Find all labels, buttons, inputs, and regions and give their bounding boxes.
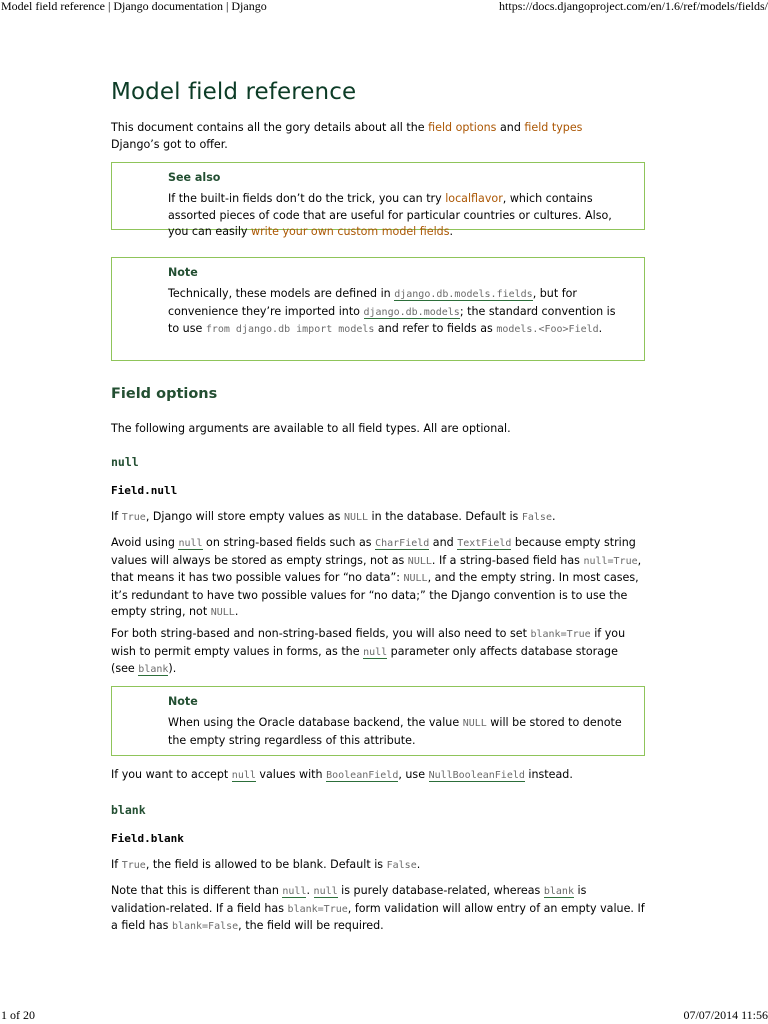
blank-paragraph-1: If True, the field is allowed to be blank. Default is False. <box>111 858 421 871</box>
see-also-title: See also <box>168 171 221 184</box>
note-box-models <box>111 257 645 361</box>
oracle-note-title: Note <box>168 695 198 708</box>
custom-model-fields-link[interactable]: write your own custom model fields <box>251 225 450 238</box>
null-signature: Field.null <box>111 484 178 497</box>
blank-null-link-2[interactable]: null <box>313 886 338 897</box>
print-header-url[interactable]: https://docs.djangoproject.com/en/1.6/ref/models/fields/ <box>499 0 768 13</box>
nullbooleanfield-link[interactable]: NullBooleanField <box>428 770 525 781</box>
null-paragraph-4: If you want to accept null values with BooleanField, use NullBooleanField instead. <box>111 768 573 781</box>
null-link[interactable]: null <box>178 538 203 549</box>
blank-heading: blank <box>111 803 146 817</box>
print-header <box>0 0 768 14</box>
field-options-heading: Field options <box>111 386 218 402</box>
blank-signature: Field.blank <box>111 832 184 845</box>
intro-paragraph: This document contains all the gory details about all the field options and field types Django’s got to offer. <box>111 121 583 151</box>
see-also-box <box>111 162 645 238</box>
field-options-intro: The following arguments are available to all field types. All are optional. <box>111 422 511 435</box>
blank-link[interactable]: blank <box>543 886 574 897</box>
field-options-link[interactable]: field options <box>428 121 497 134</box>
page-title: Model field reference <box>111 79 357 105</box>
print-datetime: 07/07/2014 11:56 <box>683 1008 768 1022</box>
print-header-title: Model field reference | Django documentation | Django <box>1 0 267 13</box>
oracle-note-text: When using the Oracle database backend, the value NULL will be stored to denote the empty string regardless of this attribute. <box>168 716 622 747</box>
blank-paragraph-2: Note that this is different than null. null is purely database-related, whereas blank is validation-related. If a field has blank=True, form validation will allow entry of an empty value. If a field has blank=False, the field will be required. <box>111 884 645 932</box>
field-types-link[interactable]: field types <box>524 121 583 134</box>
fields-module-link[interactable]: django.db.models.fields <box>394 289 533 300</box>
print-footer <box>0 1008 768 1022</box>
null-paragraph-3: For both string-based and non-string-based fields, you will also need to set blank=True if you wish to permit empty values in forms, as the null parameter only affects database storage (see blank). <box>111 627 626 675</box>
null-paragraph-1: If True, Django will store empty values as NULL in the database. Default is False. <box>111 510 556 523</box>
note-text: Technically, these models are defined in django.db.models.fields, but for convenience they’re imported into django.db.models; the standard convention is to use from django.db import models and refer to fields as models.<Foo>Field. <box>168 287 616 335</box>
localflavor-link[interactable]: localflavor <box>445 192 503 205</box>
null-paragraph-2: Avoid using null on string-based fields such as CharField and TextField because empty string values will always be stored as empty strings, not as NULL. If a string-based field has null=True, that means it has two possible values for “no data”: NULL, and the empty string. In most cases, it’s redundant to have two possible values for “no data;” the Django convention is to use the empty string, not NULL. <box>111 536 642 618</box>
charfield-link[interactable]: CharField <box>375 538 430 549</box>
textfield-link[interactable]: TextField <box>457 538 512 549</box>
null-heading: null <box>111 455 139 469</box>
booleanfield-link[interactable]: BooleanField <box>326 770 399 781</box>
note-title: Note <box>168 266 198 279</box>
blank-reference-link[interactable]: blank <box>138 664 169 675</box>
null-values-link[interactable]: null <box>231 770 256 781</box>
page-counter: 1 of 20 <box>1 1008 35 1022</box>
models-module-link[interactable]: django.db.models <box>363 306 460 318</box>
blank-null-link-1[interactable]: null <box>282 886 307 897</box>
null-parameter-link[interactable]: null <box>363 646 388 658</box>
note-box-oracle <box>111 686 645 756</box>
see-also-text: If the built-in fields don’t do the trick, you can try localflavor, which contains assorted pieces of code that are useful for particular countries or cultures. Also, you can easily write your own custom model fields. <box>168 192 612 238</box>
